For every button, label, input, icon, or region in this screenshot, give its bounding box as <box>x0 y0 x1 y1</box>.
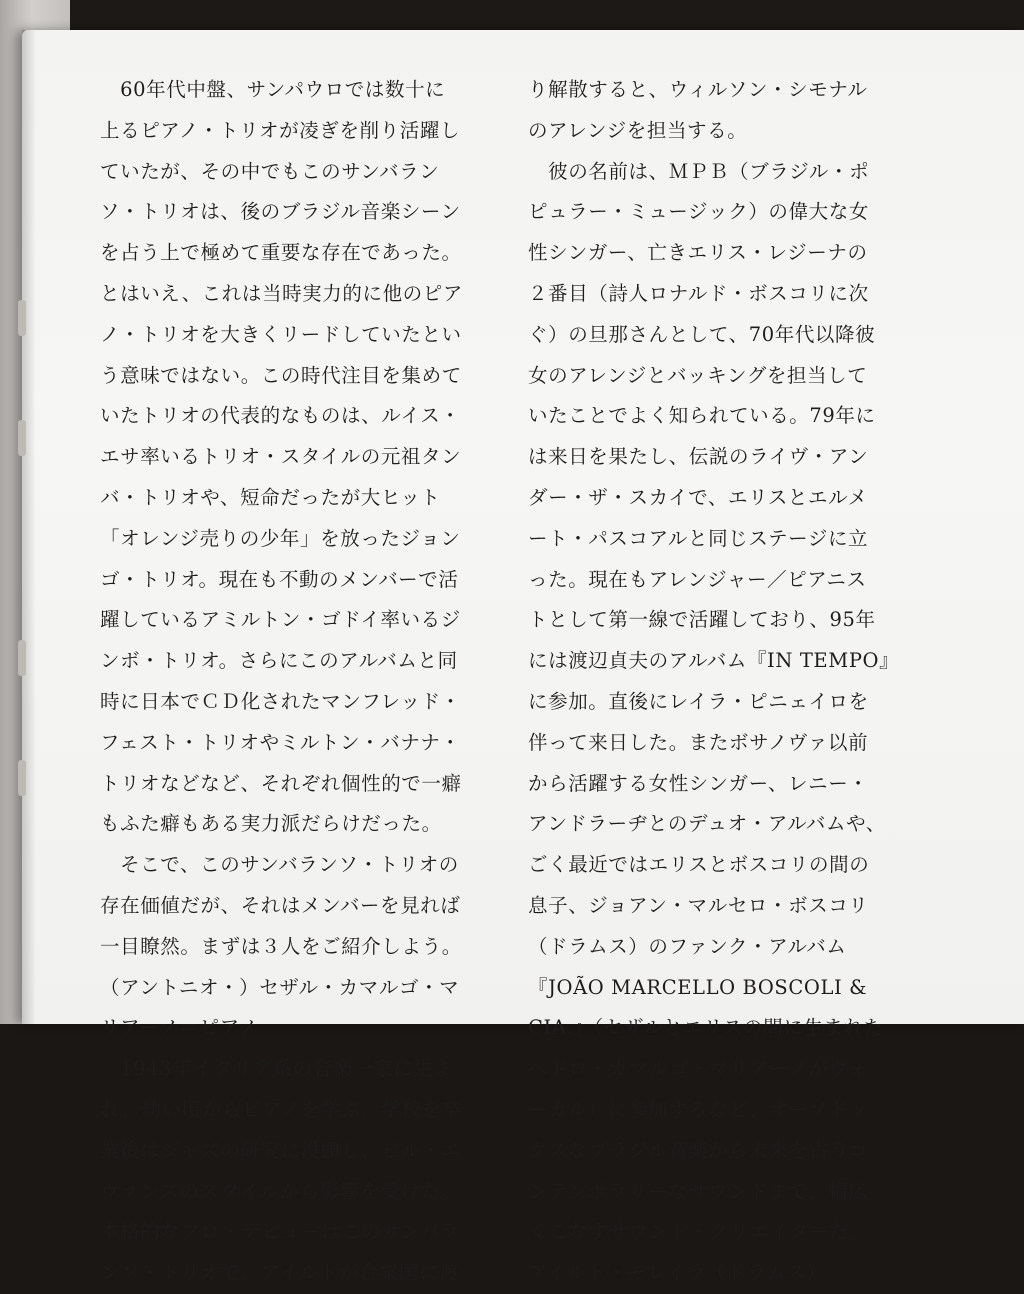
text-line: 彼の名前は、ＭＰＢ（ブラジル・ポ <box>528 159 870 183</box>
text-line: そこで、このサンバランソ・トリオの <box>100 853 459 877</box>
text-line: ーカル）に参加するなど、オーソドッ <box>528 1097 868 1121</box>
text-line: CIA.』（セザルとエリスの間に生まれた <box>528 1016 884 1040</box>
text-line: 存在価値だが、それはメンバーを見れば <box>100 893 461 917</box>
text-line: から活躍する女性シンガー、レニー・ <box>528 771 869 795</box>
text-line: フェスト・トリオやミルトン・バナナ・ <box>100 730 461 754</box>
text-line: ート・パスコアルと同じステージに立 <box>528 526 869 550</box>
text-line: のアレンジを担当する。 <box>528 118 748 142</box>
text-line: ンテンポラリーなサウンドまで、幅広 <box>528 1179 869 1203</box>
text-line: エサ率いるトリオ・スタイルの元祖タン <box>100 445 462 469</box>
text-line: ２番目（詩人ロナルド・ボスコリに次 <box>528 281 869 305</box>
text-line: ピュラー・ミュージック）の偉大な女 <box>528 200 869 224</box>
text-line: 上るピアノ・トリオが凌ぎを削り活躍し <box>100 118 461 142</box>
text-line: に参加。直後にレイラ・ピニェイロを <box>528 689 869 713</box>
text-line: アンドラーヂとのデュオ・アルバムや、 <box>528 812 886 836</box>
text-line: （アントニオ・）セザル・カマルゴ・マ <box>100 975 460 999</box>
binding-stitch <box>18 420 26 456</box>
text-line: 業後はジャズの研究に没頭し、ビル・エ <box>100 1138 462 1162</box>
text-line: バ・トリオや、短命だったが大ヒット <box>100 485 441 509</box>
text-line: ペドロ・カマルゴ・マリアーノがヴォ <box>528 1057 868 1081</box>
text-line: 伴って来日した。またボサノヴァ以前 <box>528 730 869 754</box>
text-line: トとして第一線で活躍しており、95年 <box>528 608 876 632</box>
text-line: 「オレンジ売りの少年」を放ったジョン <box>100 526 461 550</box>
left-text-column <box>100 70 500 1294</box>
text-line: 『JOÃO MARCELLO BOSCOLI & <box>528 975 868 999</box>
text-line: ヴァンスのスタイルから影響を受けた。 <box>100 1179 461 1203</box>
text-line: クスなブラジル音楽から未来を占うコ <box>528 1138 870 1162</box>
text-line: 時に日本でＣＤ化されたマンフレッド・ <box>100 689 461 713</box>
text-line: を占う上で極めて重要な存在であった。 <box>100 241 462 265</box>
text-line: 一目瞭然。まずは３人をご紹介しよう。 <box>100 934 462 958</box>
text-line: （ドラムス）のファンク・アルバム <box>528 934 847 958</box>
binding-stitch <box>18 300 26 336</box>
text-line: には渡辺貞夫のアルバム『IN TEMPO』 <box>528 649 900 673</box>
text-line: った。現在もアレンジャー／ピアニス <box>528 567 867 591</box>
text-line: くこなすサウンド・クリエイターだ。 <box>528 1220 870 1244</box>
text-line: れ、幼い頃からピアノを学ぶ。学校を卒 <box>100 1097 462 1121</box>
text-line: 性シンガー、亡きエリス・レジーナの <box>528 241 868 265</box>
text-line: リアーノ＝ピアノ <box>100 1016 259 1040</box>
text-line: ダー・ザ・スカイで、エリスとエルメ <box>528 485 868 509</box>
text-line: トリオなどなど、それぞれ個性的で一癖 <box>100 771 462 795</box>
text-line: り解散すると、ウィルソン・シモナル <box>528 78 868 101</box>
text-line: 躍しているアミルトン・ゴドイ率いるジ <box>100 608 461 632</box>
text-line: 60年代中盤、サンパウロでは数十に <box>100 78 446 101</box>
binding-stitch <box>18 760 26 796</box>
text-line: 息子、ジョアン・マルセロ・ボスコリ <box>528 893 869 917</box>
text-line: アイルト・モレイラ（ドラムス） <box>528 1261 827 1285</box>
text-line: ノ・トリオを大きくリードしていたとい <box>100 322 462 346</box>
text-line: は来日を果たし、伝説のライヴ・アン <box>528 445 869 469</box>
text-line: 1943年イタリア系の音楽一家に生ま <box>100 1057 454 1081</box>
text-line: ていたが、その中でもこのサンバラン <box>100 159 440 183</box>
text-line: 女のアレンジとバッキングを担当して <box>528 363 868 387</box>
text-line: 本格的なプロ・デビューはこのサンバラ <box>100 1220 460 1244</box>
text-line: ぐ）の旦那さんとして、70年代以降彼 <box>528 322 876 346</box>
text-line: いたトリオの代表的なものは、ルイス・ <box>100 404 461 428</box>
text-line: う意味ではない。この時代注目を集めて <box>100 363 462 387</box>
binding-stitch <box>18 640 26 676</box>
text-line: ンソ・トリオで、アイルトが合衆国に渡 <box>100 1261 460 1285</box>
spine-shadow <box>22 30 36 1024</box>
text-line: ゴ・トリオ。現在も不動のメンバーで活 <box>100 567 459 591</box>
text-line: ンボ・トリオ。さらにこのアルバムと同 <box>100 649 458 673</box>
text-line: とはいえ、これは当時実力的に他のピア <box>100 281 463 305</box>
text-line: もふた癖もある実力派だらけだった。 <box>100 812 442 836</box>
text-line: ソ・トリオは、後のブラジル音楽シーン <box>100 200 461 224</box>
right-text-column <box>528 70 928 1294</box>
text-line: ごく最近ではエリスとボスコリの間の <box>528 853 870 877</box>
text-line: いたことでよく知られている。79年に <box>528 404 876 428</box>
